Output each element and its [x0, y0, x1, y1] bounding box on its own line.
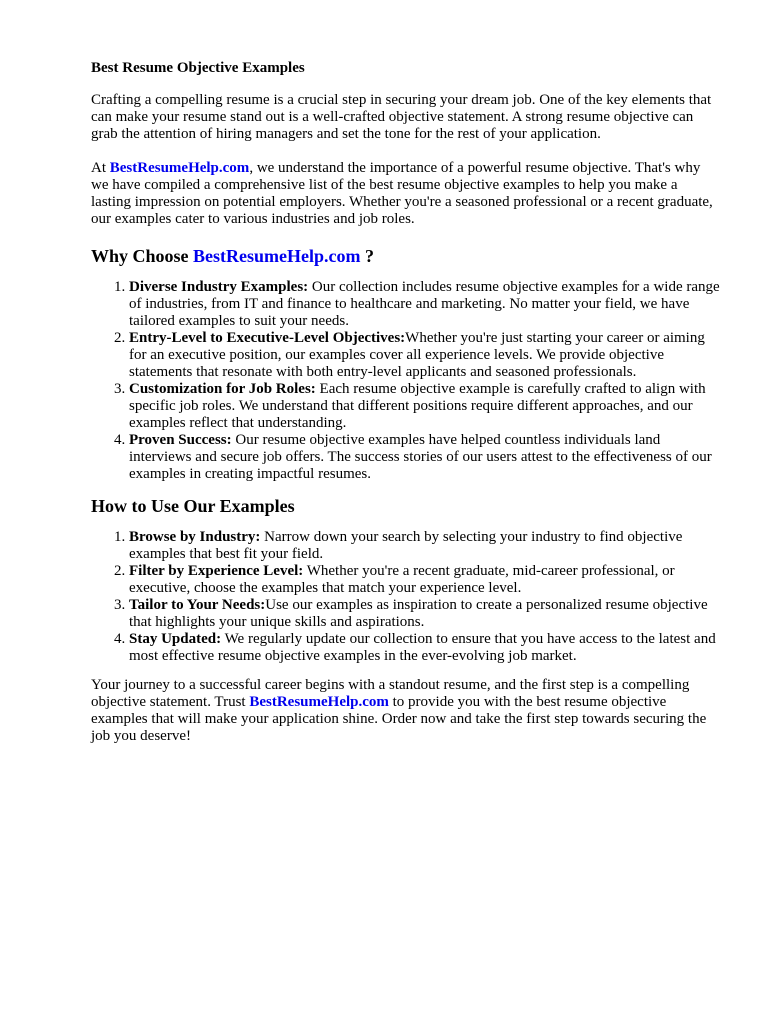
- list-item-text: Our resume objective examples have helped countless individuals land interviews and secure job offers. The success stories of our users attest to the effectiveness of our examples in creating impactful resumes.: [129, 432, 712, 482]
- why-heading-prefix: Why Choose: [91, 246, 189, 266]
- list-item: [129, 563, 721, 597]
- list-item-text: We regularly update our collection to ensure that you have access to the latest and most effective resume objective examples in the ever-evolving job market.: [129, 631, 716, 664]
- list-item: [129, 631, 721, 665]
- how-heading: How to Use Our Examples: [91, 496, 295, 516]
- list-item-term: Entry-Level to Executive-Level Objectives:: [129, 330, 406, 346]
- list-item-term: Browse by Industry:: [129, 529, 261, 545]
- list-item-term: Proven Success:: [129, 432, 232, 448]
- about-prefix: At: [91, 160, 106, 176]
- list-item-term: Filter by Experience Level:: [129, 563, 304, 579]
- closing-site-link[interactable]: BestResumeHelp.com: [249, 694, 389, 710]
- list-item-term: Diverse Industry Examples:: [129, 279, 309, 295]
- about-paragraph: [91, 160, 721, 228]
- site-link[interactable]: BestResumeHelp.com: [109, 160, 250, 176]
- list-item: [129, 381, 721, 432]
- why-heading: [91, 245, 721, 267]
- list-item-term: Stay Updated:: [129, 631, 222, 647]
- about-text: , we understand the importance of a powerful resume objective. That's why we have compiled a comprehensive list of the best resume objective examples to help you make a lasting impression on potential employers. Whether you're a seasoned professional or a recent graduate, our examples cater to various industries and job roles.: [91, 160, 713, 227]
- how-list: [91, 529, 721, 665]
- closing-text-1: Your journey to a successful career begins with a standout resume, and the first step is a compelling objective statement. Trust: [91, 677, 690, 710]
- list-item-text: Whether you're just starting your career or aiming for an executive position, our examples cover all experience levels. We provide objective statements that resonate with both entry-level applicants and seasoned professionals.: [129, 330, 705, 380]
- list-item: [129, 432, 721, 483]
- intro-paragraph: Crafting a compelling resume is a crucial step in securing your dream job. One of the key elements that can make your resume stand out is a well-crafted objective statement. A strong resume objective can grab the attention of hiring managers and set the tone for the rest of your application.: [91, 92, 712, 142]
- list-item: [129, 597, 721, 631]
- list-item-term: Customization for Job Roles:: [129, 381, 316, 397]
- list-item-text: Whether you're a recent graduate, mid-career professional, or executive, choose the examples that match your experience level.: [129, 563, 675, 596]
- why-heading-link[interactable]: BestResumeHelp.com: [193, 246, 361, 266]
- list-item-term: Tailor to Your Needs:: [129, 597, 266, 613]
- list-item: [129, 529, 721, 563]
- why-list: [91, 279, 721, 483]
- list-item-text: Narrow down your search by selecting your industry to find objective examples that best fit your field.: [129, 529, 683, 562]
- document-page: [91, 60, 721, 762]
- closing-paragraph: [91, 677, 721, 745]
- why-heading-suffix: ?: [364, 246, 374, 266]
- list-item-text: Use our examples as inspiration to create a personalized resume objective that highlights your unique skills and aspirations.: [129, 597, 708, 630]
- document-title: Best Resume Objective Examples: [91, 60, 305, 76]
- list-item-text: Our collection includes resume objective examples for a wide range of industries, from IT and finance to healthcare and marketing. No matter your field, we have tailored examples to suit your needs.: [129, 279, 720, 329]
- list-item: [129, 279, 721, 330]
- closing-text-2: to provide you with the best resume objective examples that will make your application shine. Order now and take the first step towards securing the job you deserve!: [91, 694, 707, 744]
- list-item-text: Each resume objective example is carefully crafted to align with specific job roles. We understand that different positions require different approaches, and our examples reflect that understanding.: [129, 381, 706, 431]
- list-item: [129, 330, 721, 381]
